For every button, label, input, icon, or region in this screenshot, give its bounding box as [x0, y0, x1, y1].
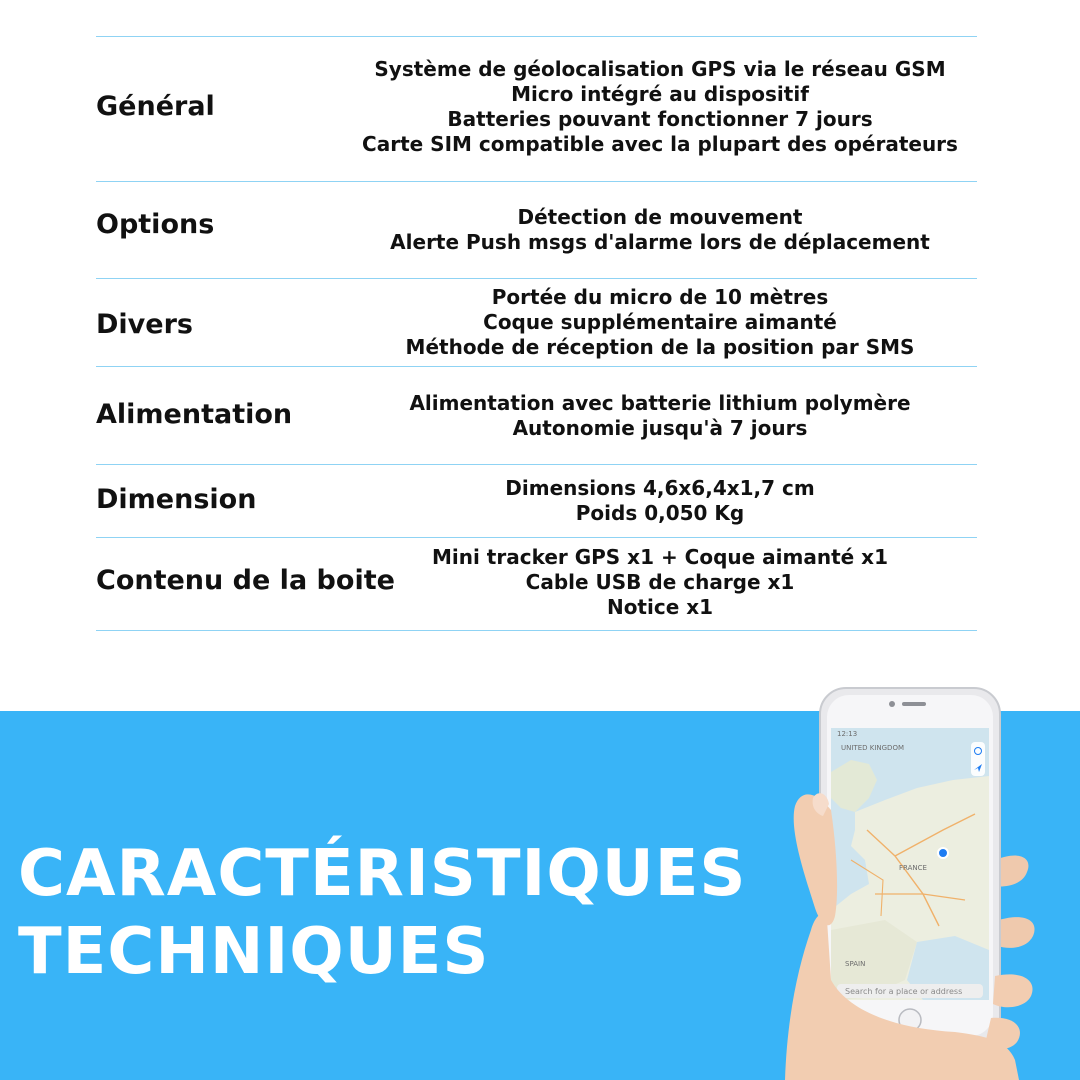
spec-value: Autonomie jusqu'à 7 jours [512, 416, 808, 440]
spec-values-dimension [350, 476, 970, 526]
spec-values-options [350, 205, 970, 255]
hand-finger [997, 917, 1035, 948]
phone-camera [889, 701, 895, 707]
spec-value: Portée du micro de 10 mètres [491, 285, 829, 309]
spec-value: Notice x1 [606, 595, 714, 619]
divider [96, 278, 977, 279]
spec-values-general [350, 57, 970, 157]
map-label: UNITED KINGDOM [841, 744, 904, 752]
spec-value: Alimentation avec batterie lithium polymère [409, 391, 911, 415]
search-placeholder: Search for a place or address [845, 987, 963, 996]
spec-value: Alerte Push msgs d'alarme lors de déplacement [390, 230, 930, 254]
spec-value: Micro intégré au dispositif [511, 82, 809, 106]
divider [96, 464, 977, 465]
spec-value: Coque supplémentaire aimanté [483, 310, 837, 334]
hero-title-line: CARACTÉRISTIQUES [18, 837, 747, 911]
divider [96, 36, 977, 37]
map-label: SPAIN [845, 960, 866, 968]
spec-values-alimentation [350, 391, 970, 441]
map-label: FRANCE [899, 864, 927, 872]
spec-value: Batteries pouvant fonctionner 7 jours [447, 107, 873, 131]
hand-thumb [794, 794, 837, 925]
hero-title [18, 835, 747, 991]
divider [96, 630, 977, 631]
status-time: 12:13 [837, 730, 858, 738]
spec-value: Mini tracker GPS x1 + Coque aimanté x1 [431, 545, 888, 569]
spec-values-divers [350, 285, 970, 360]
hero-title-line: TECHNIQUES [18, 915, 490, 989]
divider [96, 366, 977, 367]
spec-label-general: Général [96, 91, 215, 122]
spec-label-alimentation: Alimentation [96, 399, 293, 430]
spec-value: Poids 0,050 Kg [575, 501, 745, 525]
location-pin [938, 848, 948, 858]
divider [96, 181, 977, 182]
spec-label-dimension: Dimension [96, 484, 257, 515]
spec-value: Dimensions 4,6x6,4x1,7 cm [505, 476, 815, 500]
spec-value: Cable USB de charge x1 [525, 570, 795, 594]
phone-in-hand-illustration [655, 680, 1080, 1080]
phone-speaker [902, 702, 926, 706]
spec-value: Détection de mouvement [517, 205, 803, 229]
divider [96, 537, 977, 538]
spec-value: Carte SIM compatible avec la plupart des opérateurs [362, 132, 958, 156]
spec-label-options: Options [96, 209, 215, 240]
spec-value: Système de géolocalisation GPS via le réseau GSM [374, 57, 946, 81]
spec-values-contenu [350, 545, 970, 620]
hand-finger [993, 974, 1033, 1007]
hand-finger [985, 1018, 1020, 1049]
spec-value: Méthode de réception de la position par SMS [405, 335, 915, 359]
spec-label-divers: Divers [96, 309, 193, 340]
spec-label-contenu: Contenu de la boite [96, 565, 395, 596]
